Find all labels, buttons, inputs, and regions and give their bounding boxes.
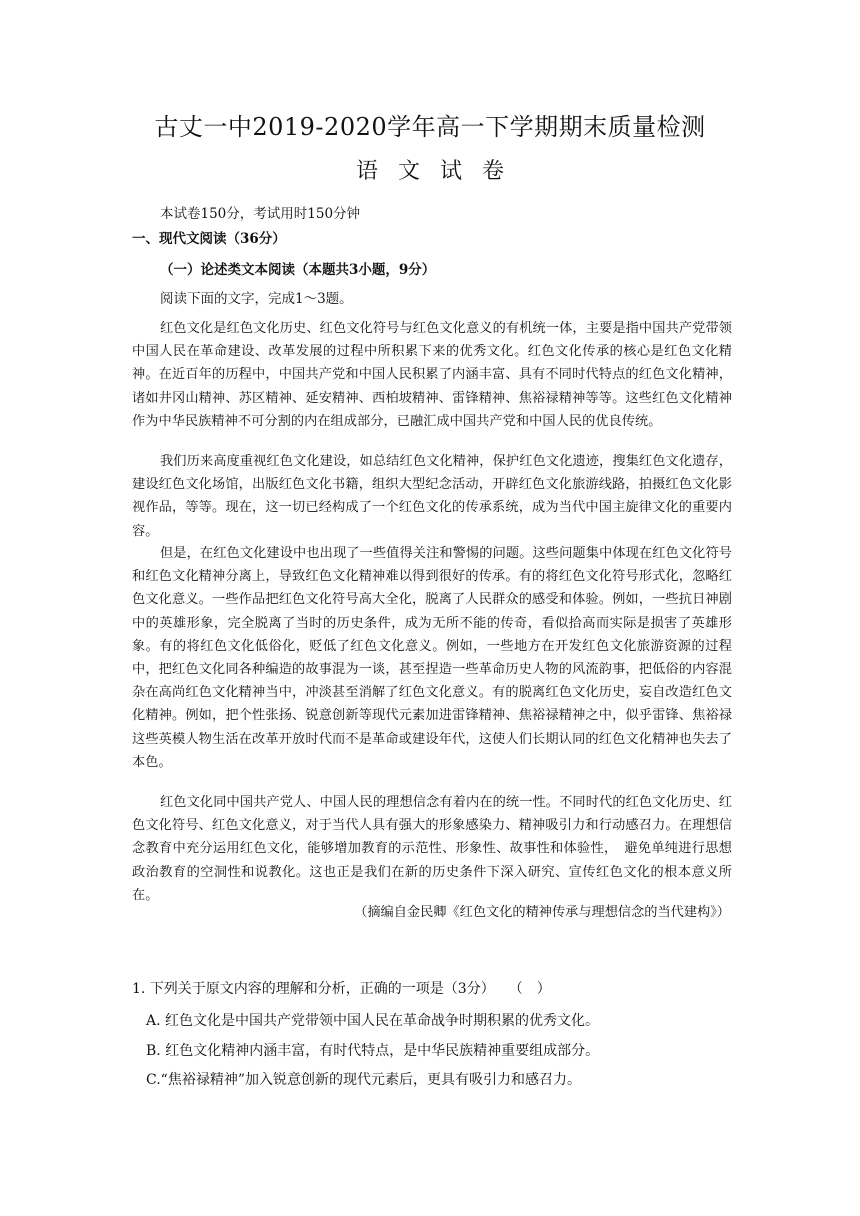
section-heading: 一、现代文阅读（36分） (132, 231, 286, 247)
exam-subtitle: 语文试卷 (355, 159, 524, 184)
article-paragraph-4: 红色文化同中国共产党人、中国人民的理想信念有着内在的统一性。不同时代的红色文化历史、红色文化符号、红色文化意义，对于当代人具有强大的形象感染力、精神吸引力和行动感召力。在理想信念教育中充分运用红色文化，能够增加教育的示范性、形象性、故事性和体验性， 避免单纯进行思想政治教育的空洞性和说教化。这也正是我们在新的历史条件下深入研究、宣传红色文化的根本意义所在。 (132, 795, 732, 903)
article-source: （摘编自金民卿《红色文化的精神传承与理想信念的当代建构》） (354, 905, 730, 920)
question-1-stem: 1. 下列关于原文内容的理解和分析，正确的一项是（3分） （ ） (132, 981, 551, 997)
article-paragraph-3: 但是，在红色文化建设中也出现了一些值得关注和警惕的问题。这些问题集中体现在红色文化符号和红色文化精神分离上，导致红色文化精神难以得到很好的传承。有的将红色文化符号形式化，忽略红色文化意义。一些作品把红色文化符号高大全化，脱离了人民群众的感受和体验。例如，一些抗日神剧中的英雄形象，完全脱离了当时的历史条件，成为无所不能的传奇，看似拾高而实际是损害了英雄形象。有的将红色文化低俗化，贬低了红色文化意义。例如，一些地方在开发红色文化旅游资源的过程中，把红色文化同各种编造的故事混为一谈，甚至捏造一些革命历史人物的风流韵事，把低俗的内容混杂在高尚红色文化精神当中，冲淡甚至消解了红色文化意义。有的脱离红色文化历史，妄自改造红色文化精神。例如，把个性张扬、锐意创新等现代元素加进雷锋精神、焦裕禄精神之中，似乎雷锋、焦裕禄这些英模人物生活在改革开放时代而不是革命或建设年代，这使人们长期认同的红色文化精神也失去了本色。 (132, 546, 732, 770)
question-1-option-c: C.“焦裕禄精神”加入锐意创新的现代元素后，更具有吸引力和感召力。 (146, 1072, 581, 1088)
exam-title: 古丈一中2019-2020学年高一下学期期末质量检测 (154, 113, 706, 141)
exam-info: 本试卷150分，考试用时150分钟 (160, 206, 361, 222)
reading-instruction: 阅读下面的文字，完成1～3题。 (160, 291, 353, 307)
question-1-option-b: B. 红色文化精神内涵丰富，有时代特点，是中华民族精神重要组成部分。 (146, 1043, 600, 1059)
article-paragraph-1: 红色文化是红色文化历史、红色文化符号与红色文化意义的有机统一体，主要是指中国共产党带领中国人民在革命建设、改革发展的过程中所积累下来的优秀文化。红色文化传承的核心是红色文化精神。在近百年的历程中，中国共产党和中国人民积累了内涵丰富、具有不同时代特点的红色文化精神，诸如井冈山精神、苏区精神、延安精神、西柏坡精神、雷锋精神、焦裕禄精神等等。这些红色文化精神作为中华民族精神不可分割的内在组成部分，已融汇成中国共产党和中国人民的优良传统。 (132, 321, 732, 429)
question-1-option-a: A. 红色文化是中国共产党带领中国人民在革命战争时期积累的优秀文化。 (146, 1013, 600, 1029)
section-subheading: （一）论述类文本阅读（本题共3小题，9分） (160, 262, 436, 278)
article-paragraph-2: 我们历来高度重视红色文化建设，如总结红色文化精神，保护红色文化遗迹，搜集红色文化遗存，建设红色文化场馆，出版红色文化书籍，组织大型纪念活动，开辟红色文化旅游线路，拍摄红色文化影视作品，等等。现在，这一切已经构成了一个红色文化的传承系统，成为当代中国主旋律文化的重要内容。 (132, 454, 732, 539)
